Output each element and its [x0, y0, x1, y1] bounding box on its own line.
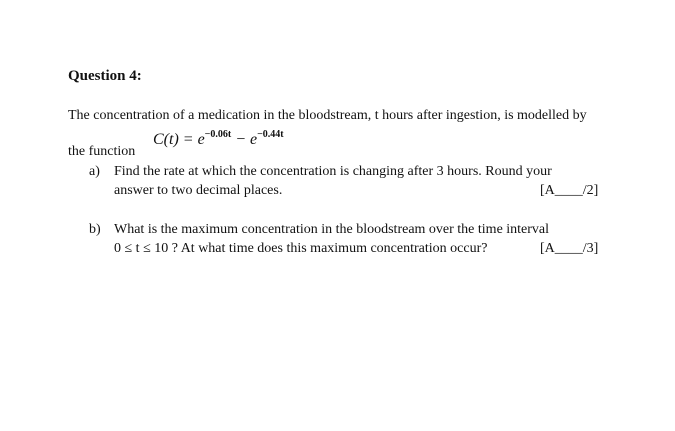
question-intro: The concentration of a medication in the bloodstream, t hours after ingestion, is modelled by [68, 108, 587, 123]
part-b-marks: [A____/3] [540, 241, 599, 256]
concentration-formula [153, 131, 284, 149]
formula-minus: − e [231, 131, 258, 148]
formula-lhs: C(t) = e [153, 131, 205, 148]
part-b-marker: b) [89, 222, 101, 237]
function-label: the function [68, 144, 136, 159]
part-a-marks: [A____/2] [540, 183, 599, 198]
part-b-text-line2: 0 ≤ t ≤ 10 ? At what time does this maximum concentration occur? [114, 241, 488, 256]
part-a-marker: a) [89, 164, 100, 179]
formula-exponent-1: −0.06t [204, 129, 232, 140]
formula-exponent-2: −0.44t [257, 129, 284, 140]
part-a-text-line1: Find the rate at which the concentration is changing after 3 hours. Round your [114, 164, 552, 179]
question-heading: Question 4: [68, 68, 142, 84]
part-b-text-line1: What is the maximum concentration in the bloodstream over the time interval [114, 222, 550, 237]
part-a-text-line2: answer to two decimal places. [114, 183, 283, 198]
